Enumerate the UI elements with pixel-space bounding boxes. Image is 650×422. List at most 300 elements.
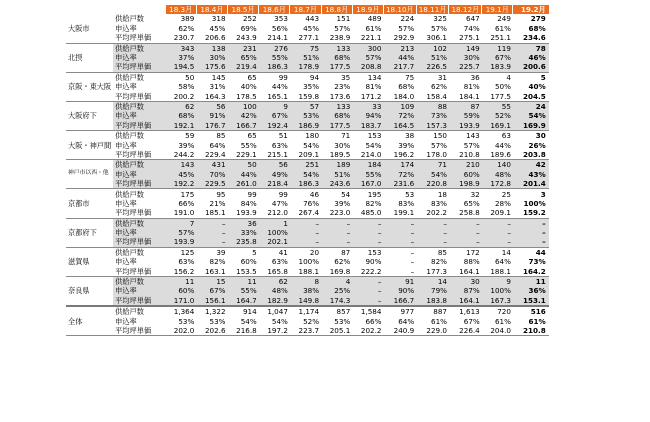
data-cell: 25% (321, 286, 352, 295)
data-cell: 159.8 (290, 92, 321, 102)
data-cell: 164.7 (228, 296, 259, 306)
data-cell: 59 (165, 131, 196, 141)
data-cell: – (513, 228, 549, 237)
metric-label: 平均坪単価 (113, 296, 165, 306)
data-cell: 153.1 (513, 296, 549, 306)
data-cell: 300 (352, 43, 383, 53)
data-cell: 178.0 (416, 150, 449, 160)
metric-label: 供給戸数 (113, 189, 165, 199)
data-cell: 203.8 (513, 150, 549, 160)
table-row (66, 72, 549, 82)
data-cell: 76% (290, 199, 321, 208)
data-cell: 222.2 (352, 267, 383, 277)
data-cell: 90% (352, 257, 383, 266)
data-cell: 229.0 (416, 326, 449, 336)
data-cell: 249 (482, 14, 513, 23)
data-cell: 125 (165, 247, 196, 257)
data-cell: 72% (383, 170, 416, 179)
header-corner-blank (113, 5, 165, 14)
data-cell: 389 (165, 14, 196, 23)
data-cell: 44% (482, 140, 513, 149)
data-cell: 184.0 (383, 92, 416, 102)
data-cell: 164.1 (449, 296, 482, 306)
data-cell: 229.1 (228, 150, 259, 160)
data-cell: 1 (259, 218, 290, 228)
month-header: 18.8月 (321, 5, 352, 14)
data-cell: 1,584 (352, 306, 383, 316)
data-cell: 167.3 (482, 296, 513, 306)
data-cell: 318 (196, 14, 227, 23)
table-row (66, 160, 549, 170)
data-cell: 343 (165, 43, 196, 53)
data-cell: 52% (290, 317, 321, 326)
data-cell: 138 (196, 43, 227, 53)
data-cell: – (482, 218, 513, 228)
data-cell: 45% (165, 170, 196, 179)
data-cell: 67% (482, 53, 513, 62)
data-cell: 175 (165, 189, 196, 199)
data-cell: 202.2 (352, 326, 383, 336)
data-cell: 82% (352, 199, 383, 208)
table-row (66, 92, 549, 102)
data-cell: 64% (482, 257, 513, 266)
data-cell: – (383, 218, 416, 228)
data-cell: 306.1 (416, 33, 449, 43)
data-cell: 73% (416, 111, 449, 120)
data-cell: 48% (482, 170, 513, 179)
data-cell: 134 (352, 72, 383, 82)
table-row (66, 82, 549, 91)
data-cell: 3 (513, 189, 549, 199)
data-cell: 230.7 (165, 33, 196, 43)
data-cell: 55% (352, 170, 383, 179)
data-cell: 70% (196, 170, 227, 179)
data-cell: 73% (513, 257, 549, 266)
data-cell: 164.2 (513, 267, 549, 277)
data-cell: 192.2 (165, 179, 196, 189)
data-cell: 276 (259, 43, 290, 53)
data-cell: 5 (513, 72, 549, 82)
data-cell: 57% (352, 53, 383, 62)
data-cell: 164.3 (196, 92, 227, 102)
data-cell: 647 (449, 14, 482, 23)
data-cell: 62% (321, 257, 352, 266)
data-cell: 62% (165, 24, 196, 33)
data-cell: 887 (416, 306, 449, 316)
data-cell: 39% (383, 140, 416, 149)
table-row (66, 326, 549, 336)
data-cell: 193.9 (165, 237, 196, 247)
data-cell: 57% (383, 24, 416, 33)
month-header: 18.10月 (383, 5, 416, 14)
data-cell: 54% (290, 170, 321, 179)
data-cell: 26% (513, 140, 549, 149)
data-cell: – (321, 218, 352, 228)
data-cell: 54% (259, 317, 290, 326)
data-cell: 149.8 (290, 296, 321, 306)
table-body (66, 14, 549, 335)
data-cell: 8 (290, 276, 321, 286)
data-cell: 184.1 (449, 92, 482, 102)
data-cell: 1,322 (196, 306, 227, 316)
data-cell: 214.0 (352, 150, 383, 160)
data-cell: 914 (228, 306, 259, 316)
metric-label: 申込率 (113, 53, 165, 62)
data-cell: 43% (513, 170, 549, 179)
metric-label: 平均坪単価 (113, 326, 165, 336)
data-cell: 51 (259, 131, 290, 141)
data-cell: 159.2 (513, 208, 549, 218)
data-cell: 226.5 (416, 62, 449, 72)
data-cell: 231 (228, 43, 259, 53)
data-cell: 133 (321, 101, 352, 111)
data-cell: 54% (228, 317, 259, 326)
data-cell: 59% (449, 111, 482, 120)
data-cell: 171.0 (165, 296, 196, 306)
region-label: 奈良県 (66, 276, 113, 306)
data-cell: – (449, 218, 482, 228)
data-cell: 169.9 (513, 121, 549, 131)
data-cell: 11 (165, 276, 196, 286)
data-cell: 35 (321, 72, 352, 82)
data-cell: 94 (290, 72, 321, 82)
data-cell: 183.7 (352, 121, 383, 131)
month-header: 18.6月 (259, 5, 290, 14)
data-cell: 202.0 (165, 326, 196, 336)
data-cell: 42 (513, 160, 549, 170)
data-cell: 188.1 (290, 267, 321, 277)
data-cell: 221.1 (352, 33, 383, 43)
data-cell: 71 (416, 160, 449, 170)
data-cell: 443 (290, 14, 321, 23)
data-cell: 75 (290, 43, 321, 53)
data-cell: 200.6 (513, 62, 549, 72)
data-cell: 81% (449, 82, 482, 91)
data-cell: 252 (228, 14, 259, 23)
data-cell: 66% (165, 199, 196, 208)
data-cell: 209.1 (482, 208, 513, 218)
data-cell: – (196, 228, 227, 237)
data-cell: 39% (165, 140, 196, 149)
data-cell: 65% (449, 199, 482, 208)
data-cell: 485.0 (352, 208, 383, 218)
data-cell: 63 (482, 131, 513, 141)
data-cell: 88% (449, 257, 482, 266)
metric-label: 平均坪単価 (113, 92, 165, 102)
data-cell: 189.6 (482, 150, 513, 160)
data-cell: 30% (449, 53, 482, 62)
data-cell: 61% (513, 317, 549, 326)
data-cell: 4 (321, 276, 352, 286)
data-cell: 99 (259, 72, 290, 82)
table-row (66, 199, 549, 208)
data-cell: 193.9 (228, 208, 259, 218)
metric-label: 平均坪単価 (113, 267, 165, 277)
data-cell: 95 (196, 189, 227, 199)
region-label: 大阪市 (66, 14, 113, 43)
data-cell: 62% (416, 82, 449, 91)
data-cell: 67% (196, 286, 227, 295)
data-cell: 143 (165, 160, 196, 170)
metric-label: 供給戸数 (113, 160, 165, 170)
data-cell: 149 (449, 43, 482, 53)
data-cell: 258.8 (449, 208, 482, 218)
data-cell: 145 (196, 72, 227, 82)
data-cell: 189 (321, 160, 352, 170)
data-cell: 186.9 (290, 121, 321, 131)
data-cell: 23% (321, 82, 352, 91)
data-cell: – (352, 296, 383, 306)
metric-label: 申込率 (113, 140, 165, 149)
metric-label: 供給戸数 (113, 43, 165, 53)
data-cell: 133 (321, 43, 352, 53)
table-row (66, 14, 549, 23)
month-header: 18.3月 (165, 5, 196, 14)
data-cell: 185.1 (196, 208, 227, 218)
region-label: 京都市 (66, 189, 113, 218)
data-cell: 178.5 (228, 92, 259, 102)
header-corner-blank (66, 5, 113, 14)
data-cell: 36 (449, 72, 482, 82)
data-cell: – (416, 237, 449, 247)
data-cell: 57% (416, 140, 449, 149)
data-cell: 210 (449, 160, 482, 170)
table-row (66, 131, 549, 141)
region-label: 京都府下 (66, 218, 113, 247)
data-cell: 193.9 (449, 121, 482, 131)
data-cell: 90% (383, 286, 416, 295)
table-row (66, 228, 549, 237)
table-row (66, 179, 549, 189)
data-cell: 28% (482, 199, 513, 208)
metric-label: 平均坪単価 (113, 121, 165, 131)
month-header: 19.1月 (482, 5, 513, 14)
data-cell: 21% (196, 199, 227, 208)
metric-label: 供給戸数 (113, 14, 165, 23)
table-row (66, 111, 549, 120)
table-row (66, 306, 549, 316)
data-cell: 1,174 (290, 306, 321, 316)
metric-label: 供給戸数 (113, 72, 165, 82)
table-row (66, 286, 549, 295)
table-row (66, 170, 549, 179)
data-cell: 100% (290, 257, 321, 266)
data-cell: 1,613 (449, 306, 482, 316)
table-row (66, 296, 549, 306)
data-cell: 9 (482, 276, 513, 286)
data-cell: 279 (513, 14, 549, 23)
data-cell: – (449, 228, 482, 237)
data-cell: 79% (416, 286, 449, 295)
data-cell: 140 (482, 160, 513, 170)
data-cell: 219.4 (228, 62, 259, 72)
data-cell: 199.1 (383, 208, 416, 218)
metric-label: 申込率 (113, 111, 165, 120)
data-cell: 216.8 (228, 326, 259, 336)
market-data-table (66, 5, 549, 336)
data-cell: 720 (482, 306, 513, 316)
data-cell: – (352, 237, 383, 247)
data-cell: 194.5 (165, 62, 196, 72)
data-cell: 46 (290, 189, 321, 199)
data-cell: 44% (228, 170, 259, 179)
data-cell: 64% (196, 140, 227, 149)
data-cell: 176.7 (196, 121, 227, 131)
data-cell: 85 (416, 247, 449, 257)
data-cell: 62 (165, 101, 196, 111)
table-row (66, 189, 549, 199)
data-cell: 69% (228, 24, 259, 33)
data-cell: 177.3 (416, 267, 449, 277)
data-cell: 183.9 (482, 62, 513, 72)
data-cell: 67% (259, 111, 290, 120)
data-cell: 75 (383, 72, 416, 82)
data-cell: – (196, 237, 227, 247)
data-cell: 225.7 (449, 62, 482, 72)
data-cell: 91% (196, 111, 227, 120)
data-cell: 78 (513, 43, 549, 53)
data-cell: 38 (383, 131, 416, 141)
data-cell: 156.2 (165, 267, 196, 277)
data-cell: 183.8 (416, 296, 449, 306)
data-cell: 51% (290, 53, 321, 62)
data-cell: 55 (482, 101, 513, 111)
data-cell: – (352, 218, 383, 228)
data-cell: 33 (352, 101, 383, 111)
data-cell: 39 (196, 247, 227, 257)
metric-label: 申込率 (113, 228, 165, 237)
data-cell: – (416, 218, 449, 228)
data-cell: 55% (259, 53, 290, 62)
table-row (66, 62, 549, 72)
data-cell: 53 (383, 189, 416, 199)
data-cell: 24 (513, 101, 549, 111)
data-cell: 66% (352, 317, 383, 326)
data-cell: 39% (321, 199, 352, 208)
data-cell: 238.9 (321, 33, 352, 43)
data-cell: 62 (259, 276, 290, 286)
data-cell: 173.6 (321, 92, 352, 102)
data-cell: 202.1 (259, 237, 290, 247)
month-header: 18.7月 (290, 5, 321, 14)
data-cell: 56 (196, 101, 227, 111)
data-cell: 192.4 (259, 121, 290, 131)
header-row (66, 5, 549, 14)
data-cell: 156.1 (196, 296, 227, 306)
data-cell: 244.2 (165, 150, 196, 160)
data-cell: 102 (416, 43, 449, 53)
data-cell: 177.5 (321, 121, 352, 131)
data-cell: 209.1 (290, 150, 321, 160)
table-row (66, 267, 549, 277)
data-cell: 56 (259, 160, 290, 170)
data-cell: 275.1 (449, 33, 482, 43)
data-cell: 857 (321, 306, 352, 316)
data-cell: 44% (383, 53, 416, 62)
data-cell: 68% (321, 111, 352, 120)
data-cell: – (383, 237, 416, 247)
metric-label: 供給戸数 (113, 306, 165, 316)
data-cell: 68% (165, 111, 196, 120)
data-cell: 61% (352, 24, 383, 33)
data-cell: 56% (259, 24, 290, 33)
data-cell: 165.8 (259, 267, 290, 277)
metric-label: 平均坪単価 (113, 237, 165, 247)
month-header: 18.11月 (416, 5, 449, 14)
data-cell: 31 (416, 72, 449, 82)
data-cell: 214.1 (259, 33, 290, 43)
data-cell: – (321, 237, 352, 247)
data-cell: 180 (290, 131, 321, 141)
data-cell: 9 (259, 101, 290, 111)
data-cell: 516 (513, 306, 549, 316)
table-row (66, 237, 549, 247)
data-cell: 52% (482, 111, 513, 120)
data-cell: 42% (228, 111, 259, 120)
metric-label: 供給戸数 (113, 247, 165, 257)
data-cell: 87% (449, 286, 482, 295)
table-row (66, 257, 549, 266)
data-cell: 234.6 (513, 33, 549, 43)
data-cell: 31% (196, 82, 227, 91)
data-cell: 184 (352, 160, 383, 170)
data-cell: 1,364 (165, 306, 196, 316)
data-cell: 15 (196, 276, 227, 286)
data-cell: 30 (449, 276, 482, 286)
data-cell: 74% (449, 24, 482, 33)
data-cell: 83% (383, 199, 416, 208)
data-cell: 143 (449, 131, 482, 141)
table-row (66, 101, 549, 111)
data-cell: 63% (165, 257, 196, 266)
data-cell: 202.2 (416, 208, 449, 218)
data-cell: 63% (259, 257, 290, 266)
metric-label: 供給戸数 (113, 276, 165, 286)
data-cell: – (321, 228, 352, 237)
data-cell: 68% (383, 82, 416, 91)
data-cell: 32 (449, 189, 482, 199)
data-cell: 100% (482, 286, 513, 295)
data-cell: 174.3 (321, 296, 352, 306)
table-row (66, 53, 549, 62)
data-cell: 261.0 (228, 179, 259, 189)
data-cell: 83% (416, 199, 449, 208)
data-cell: 57 (290, 101, 321, 111)
data-cell: 175.6 (196, 62, 227, 72)
data-cell: – (352, 276, 383, 286)
data-cell: 153.5 (228, 267, 259, 277)
metric-label: 申込率 (113, 317, 165, 326)
data-cell: 243.9 (228, 33, 259, 43)
metric-label: 供給戸数 (113, 131, 165, 141)
data-cell: 54% (290, 140, 321, 149)
data-cell: 100 (228, 101, 259, 111)
data-cell: 189.5 (321, 150, 352, 160)
data-cell: 215.1 (259, 150, 290, 160)
data-cell: 212.0 (259, 208, 290, 218)
data-cell: 198.9 (449, 179, 482, 189)
data-cell: 208.8 (352, 62, 383, 72)
data-cell: 151 (321, 14, 352, 23)
data-cell: 94% (352, 111, 383, 120)
data-cell: 53% (290, 111, 321, 120)
metric-label: 平均坪単価 (113, 62, 165, 72)
data-cell: 251.1 (482, 33, 513, 43)
table-row (66, 140, 549, 149)
data-cell: 167.0 (352, 179, 383, 189)
data-cell: 164.1 (449, 267, 482, 277)
data-cell: 229.5 (196, 179, 227, 189)
